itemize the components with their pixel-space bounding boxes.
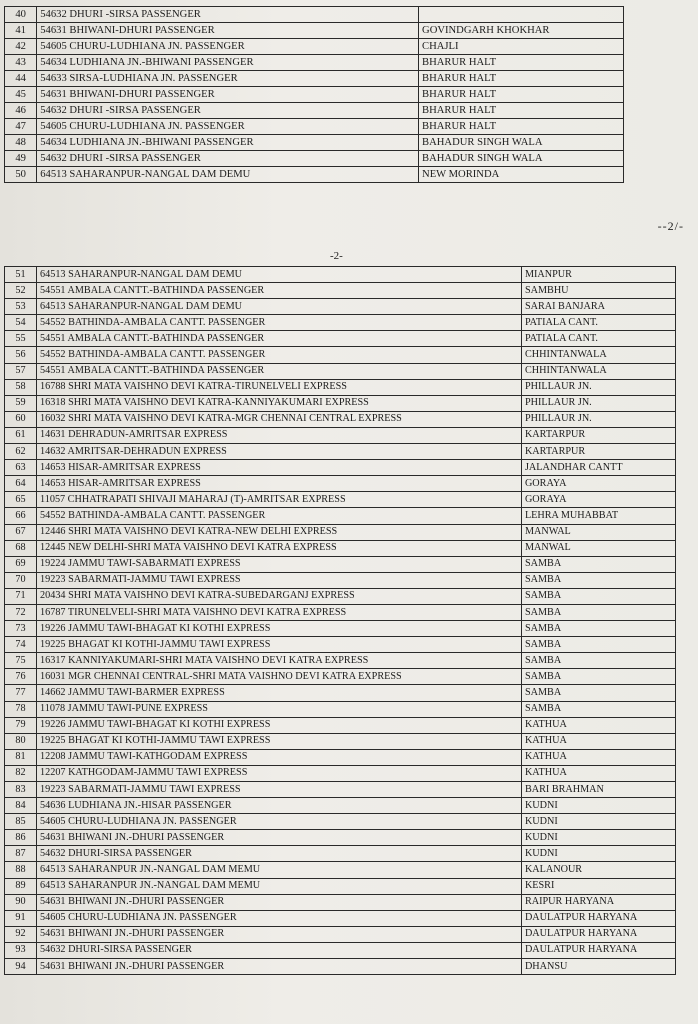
continued-page-ref: --2/- [657,219,684,233]
serial-number-cell: 57 [5,363,37,379]
serial-number-cell: 47 [5,119,37,135]
train-name-cell: 14632 AMRITSAR-DEHRADUN EXPRESS [37,444,522,460]
station-name-cell: RAIPUR HARYANA [521,894,675,910]
station-name-cell: SAMBA [521,572,675,588]
station-name-cell: KARTARPUR [521,444,675,460]
station-name-cell: SAMBA [521,669,675,685]
table-row [5,621,676,637]
station-name-cell: CHAJLI [419,39,624,55]
serial-number-cell: 92 [5,926,37,942]
station-name-cell: DAULATPUR HARYANA [521,926,675,942]
train-name-cell: 19225 BHAGAT KI KOTHI-JAMMU TAWI EXPRESS [37,637,522,653]
table-row [5,556,676,572]
serial-number-cell: 49 [5,151,37,167]
train-name-cell: 54631 BHIWANI-DHURI PASSENGER [37,23,419,39]
train-name-cell: 54632 DHURI-SIRSA PASSENGER [37,942,522,958]
train-name-cell: 19226 JAMMU TAWI-BHAGAT KI KOTHI EXPRESS [37,621,522,637]
station-name-cell: KATHUA [521,765,675,781]
table-row [5,395,676,411]
station-name-cell: SAMBA [521,685,675,701]
serial-number-cell: 68 [5,540,37,556]
table-row [5,331,676,347]
table-row [5,846,676,862]
table-row [5,572,676,588]
station-name-cell: KUDNI [521,798,675,814]
station-name-cell: PATIALA CANT. [521,331,675,347]
table-row [5,492,676,508]
train-name-cell: 54605 CHURU-LUDHIANA JN. PASSENGER [37,910,522,926]
table-row [5,167,624,183]
train-name-cell: 16031 MGR CHENNAI CENTRAL-SHRI MATA VAISHNO DEVI KATRA EXPRESS [37,669,522,685]
serial-number-cell: 44 [5,71,37,87]
station-name-cell [419,7,624,23]
serial-number-cell: 45 [5,87,37,103]
station-name-cell: PATIALA CANT. [521,315,675,331]
train-name-cell: 19223 SABARMATI-JAMMU TAWI EXPRESS [37,782,522,798]
table-row [5,588,676,604]
table-row [5,151,624,167]
table-row [5,653,676,669]
train-name-cell: 19226 JAMMU TAWI-BHAGAT KI KOTHI EXPRESS [37,717,522,733]
table-row [5,765,676,781]
serial-number-cell: 69 [5,556,37,572]
serial-number-cell: 75 [5,653,37,669]
serial-number-cell: 81 [5,749,37,765]
table-row [5,910,676,926]
train-name-cell: 64513 SAHARANPUR-NANGAL DAM DEMU [37,299,522,315]
table-row [5,55,624,71]
serial-number-cell: 54 [5,315,37,331]
serial-number-cell: 62 [5,444,37,460]
table-row [5,524,676,540]
train-name-cell: 54631 BHIWANI JN.-DHURI PASSENGER [37,959,522,975]
train-name-cell: 54632 DHURI -SIRSA PASSENGER [37,7,419,23]
serial-number-cell: 42 [5,39,37,55]
serial-number-cell: 86 [5,830,37,846]
table-row [5,798,676,814]
station-name-cell: LEHRA MUHABBAT [521,508,675,524]
table-row [5,71,624,87]
table-row [5,267,676,283]
station-name-cell: SAMBA [521,701,675,717]
train-name-cell: 19225 BHAGAT KI KOTHI-JAMMU TAWI EXPRESS [37,733,522,749]
train-name-cell: 54605 CHURU-LUDHIANA JN. PASSENGER [37,39,419,55]
station-name-cell: CHHINTANWALA [521,363,675,379]
station-name-cell: MIANPUR [521,267,675,283]
serial-number-cell: 89 [5,878,37,894]
station-name-cell: SAMBA [521,621,675,637]
train-name-cell: 54552 BATHINDA-AMBALA CANTT. PASSENGER [37,508,522,524]
serial-number-cell: 65 [5,492,37,508]
table-row [5,299,676,315]
serial-number-cell: 41 [5,23,37,39]
table-row [5,363,676,379]
train-name-cell: 12445 NEW DELHI-SHRI MATA VAISHNO DEVI KATRA EXPRESS [37,540,522,556]
station-name-cell: DAULATPUR HARYANA [521,942,675,958]
train-name-cell: 54632 DHURI-SIRSA PASSENGER [37,846,522,862]
station-name-cell: PHILLAUR JN. [521,411,675,427]
train-name-cell: 16317 KANNIYAKUMARI-SHRI MATA VAISHNO DEVI KATRA EXPRESS [37,653,522,669]
station-name-cell: PHILLAUR JN. [521,395,675,411]
serial-number-cell: 77 [5,685,37,701]
table-row [5,830,676,846]
table-row [5,926,676,942]
serial-number-cell: 60 [5,411,37,427]
table-row [5,669,676,685]
table-row [5,39,624,55]
serial-number-cell: 43 [5,55,37,71]
train-name-cell: 11078 JAMMU TAWI-PUNE EXPRESS [37,701,522,717]
table-row [5,782,676,798]
table-row [5,508,676,524]
train-name-cell: 11057 CHHATRAPATI SHIVAJI MAHARAJ (T)-AMRITSAR EXPRESS [37,492,522,508]
station-name-cell: GOVINDGARH KHOKHAR [419,23,624,39]
station-name-cell: BHARUR HALT [419,71,624,87]
train-name-cell: 54634 LUDHIANA JN.-BHIWANI PASSENGER [37,55,419,71]
table-row [5,717,676,733]
station-name-cell: BHARUR HALT [419,119,624,135]
train-name-cell: 14653 HISAR-AMRITSAR EXPRESS [37,460,522,476]
table-row [5,942,676,958]
serial-number-cell: 53 [5,299,37,315]
train-name-cell: 19224 JAMMU TAWI-SABARMATI EXPRESS [37,556,522,572]
table-row [5,315,676,331]
serial-number-cell: 52 [5,283,37,299]
train-name-cell: 54632 DHURI -SIRSA PASSENGER [37,103,419,119]
station-name-cell: SAMBA [521,653,675,669]
table-row [5,637,676,653]
table-row [5,7,624,23]
train-name-cell: 12207 KATHGODAM-JAMMU TAWI EXPRESS [37,765,522,781]
station-name-cell: KUDNI [521,830,675,846]
table-row [5,476,676,492]
serial-number-cell: 87 [5,846,37,862]
train-name-cell: 64513 SAHARANPUR JN.-NANGAL DAM MEMU [37,878,522,894]
serial-number-cell: 56 [5,347,37,363]
station-name-cell: BHARUR HALT [419,87,624,103]
serial-number-cell: 79 [5,717,37,733]
table-row [5,701,676,717]
table-row [5,814,676,830]
train-name-cell: 16032 SHRI MATA VAISHNO DEVI KATRA-MGR CHENNAI CENTRAL EXPRESS [37,411,522,427]
serial-number-cell: 94 [5,959,37,975]
table-row [5,862,676,878]
serial-number-cell: 55 [5,331,37,347]
station-name-cell: MANWAL [521,524,675,540]
serial-number-cell: 85 [5,814,37,830]
serial-number-cell: 93 [5,942,37,958]
serial-number-cell: 67 [5,524,37,540]
train-name-cell: 54633 SIRSA-LUDHIANA JN. PASSENGER [37,71,419,87]
table-row [5,347,676,363]
table-row [5,685,676,701]
train-name-cell: 12446 SHRI MATA VAISHNO DEVI KATRA-NEW DELHI EXPRESS [37,524,522,540]
serial-number-cell: 73 [5,621,37,637]
stoppage-table-part-2 [4,266,676,975]
serial-number-cell: 70 [5,572,37,588]
stoppage-table-body [5,267,676,975]
train-name-cell: 64513 SAHARANPUR-NANGAL DAM DEMU [37,167,419,183]
train-name-cell: 16787 TIRUNELVELI-SHRI MATA VAISHNO DEVI KATRA EXPRESS [37,604,522,620]
train-name-cell: 12208 JAMMU TAWI-KATHGODAM EXPRESS [37,749,522,765]
stoppage-table-part-1 [4,6,624,183]
station-name-cell: KALANOUR [521,862,675,878]
stoppage-table-body [5,7,624,183]
station-name-cell: SAMBA [521,588,675,604]
table-row [5,749,676,765]
station-name-cell: BARI BRAHMAN [521,782,675,798]
train-name-cell: 54634 LUDHIANA JN.-BHIWANI PASSENGER [37,135,419,151]
train-name-cell: 54605 CHURU-LUDHIANA JN. PASSENGER [37,814,522,830]
serial-number-cell: 63 [5,460,37,476]
train-name-cell: 54631 BHIWANI-DHURI PASSENGER [37,87,419,103]
station-name-cell: MANWAL [521,540,675,556]
table-row [5,427,676,443]
station-name-cell: GORAYA [521,492,675,508]
serial-number-cell: 58 [5,379,37,395]
table-row [5,959,676,975]
train-name-cell: 14662 JAMMU TAWI-BARMER EXPRESS [37,685,522,701]
table-row [5,119,624,135]
serial-number-cell: 84 [5,798,37,814]
station-name-cell: BAHADUR SINGH WALA [419,151,624,167]
train-name-cell: 54631 BHIWANI JN.-DHURI PASSENGER [37,830,522,846]
train-name-cell: 19223 SABARMATI-JAMMU TAWI EXPRESS [37,572,522,588]
train-name-cell: 14631 DEHRADUN-AMRITSAR EXPRESS [37,427,522,443]
serial-number-cell: 83 [5,782,37,798]
station-name-cell: SAMBA [521,604,675,620]
station-name-cell: SAMBHU [521,283,675,299]
table-row [5,604,676,620]
table-row [5,894,676,910]
station-name-cell: BHARUR HALT [419,55,624,71]
serial-number-cell: 74 [5,637,37,653]
train-name-cell: 14653 HISAR-AMRITSAR EXPRESS [37,476,522,492]
train-name-cell: 16788 SHRI MATA VAISHNO DEVI KATRA-TIRUNELVELI EXPRESS [37,379,522,395]
table-row [5,460,676,476]
serial-number-cell: 64 [5,476,37,492]
serial-number-cell: 51 [5,267,37,283]
station-name-cell: BAHADUR SINGH WALA [419,135,624,151]
serial-number-cell: 76 [5,669,37,685]
table-row [5,283,676,299]
serial-number-cell: 40 [5,7,37,23]
table-row [5,733,676,749]
serial-number-cell: 61 [5,427,37,443]
train-name-cell: 54551 AMBALA CANTT.-BATHINDA PASSENGER [37,363,522,379]
table-row [5,87,624,103]
station-name-cell: SAMBA [521,637,675,653]
serial-number-cell: 91 [5,910,37,926]
train-name-cell: 54552 BATHINDA-AMBALA CANTT. PASSENGER [37,347,522,363]
station-name-cell: CHHINTANWALA [521,347,675,363]
train-name-cell: 54636 LUDHIANA JN.-HISAR PASSENGER [37,798,522,814]
serial-number-cell: 78 [5,701,37,717]
train-name-cell: 54552 BATHINDA-AMBALA CANTT. PASSENGER [37,315,522,331]
table-row [5,411,676,427]
serial-number-cell: 48 [5,135,37,151]
station-name-cell: DAULATPUR HARYANA [521,910,675,926]
table-row [5,540,676,556]
station-name-cell: DHANSU [521,959,675,975]
train-name-cell: 54632 DHURI -SIRSA PASSENGER [37,151,419,167]
station-name-cell: NEW MORINDA [419,167,624,183]
station-name-cell: KUDNI [521,814,675,830]
station-name-cell: KARTARPUR [521,427,675,443]
train-name-cell: 54551 AMBALA CANTT.-BATHINDA PASSENGER [37,331,522,347]
station-name-cell: BHARUR HALT [419,103,624,119]
serial-number-cell: 59 [5,395,37,411]
serial-number-cell: 88 [5,862,37,878]
station-name-cell: PHILLAUR JN. [521,379,675,395]
serial-number-cell: 90 [5,894,37,910]
station-name-cell: KATHUA [521,733,675,749]
train-name-cell: 54631 BHIWANI JN.-DHURI PASSENGER [37,926,522,942]
page-number: -2- [330,250,343,262]
serial-number-cell: 71 [5,588,37,604]
train-name-cell: 54551 AMBALA CANTT.-BATHINDA PASSENGER [37,283,522,299]
table-row [5,23,624,39]
station-name-cell: KATHUA [521,717,675,733]
table-row [5,103,624,119]
station-name-cell: SARAI BANJARA [521,299,675,315]
station-name-cell: GORAYA [521,476,675,492]
serial-number-cell: 66 [5,508,37,524]
train-name-cell: 20434 SHRI MATA VAISHNO DEVI KATRA-SUBEDARGANJ EXPRESS [37,588,522,604]
table-row [5,135,624,151]
station-name-cell: KATHUA [521,749,675,765]
serial-number-cell: 80 [5,733,37,749]
station-name-cell: SAMBA [521,556,675,572]
table-row [5,444,676,460]
table-row [5,379,676,395]
station-name-cell: KUDNI [521,846,675,862]
serial-number-cell: 72 [5,604,37,620]
table-row [5,878,676,894]
train-name-cell: 54605 CHURU-LUDHIANA JN. PASSENGER [37,119,419,135]
station-name-cell: KESRI [521,878,675,894]
train-name-cell: 16318 SHRI MATA VAISHNO DEVI KATRA-KANNIYAKUMARI EXPRESS [37,395,522,411]
train-name-cell: 64513 SAHARANPUR JN.-NANGAL DAM MEMU [37,862,522,878]
train-name-cell: 54631 BHIWANI JN.-DHURI PASSENGER [37,894,522,910]
serial-number-cell: 46 [5,103,37,119]
serial-number-cell: 50 [5,167,37,183]
serial-number-cell: 82 [5,765,37,781]
train-name-cell: 64513 SAHARANPUR-NANGAL DAM DEMU [37,267,522,283]
station-name-cell: JALANDHAR CANTT [521,460,675,476]
